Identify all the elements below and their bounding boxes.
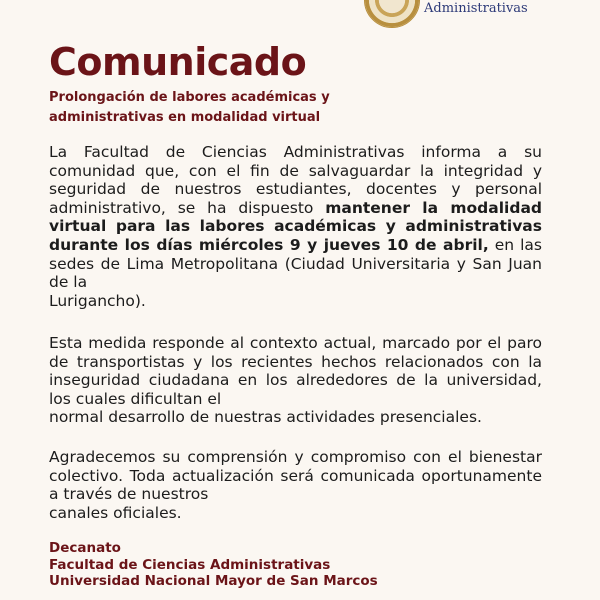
signature-line-1: Decanato [49,540,121,556]
paragraph-3-last: canales oficiales. [49,503,182,522]
paragraph-2 [49,334,542,427]
faculty-logo-text [424,0,561,16]
paragraph-2-last: normal desarrollo de nuestras actividades presenciales. [49,408,482,427]
page-subtitle: Prolongación de labores académicas y administrativas en modalidad virtual [49,90,330,125]
faculty-logo-line2: Administrativas [424,1,528,16]
page-title: Comunicado [49,40,307,84]
paragraph-2-text: Esta medida responde al contexto actual, marcado por el paro de transportistas y los recientes hechos relacionados con la inseguridad ciudadana en los alrededores de la universidad, los cuales dificultan el [49,334,542,408]
paragraph-1-part2: en las sedes de Lima Metropolitana (Ciudad Universitaria y San Juan de la [49,235,542,292]
paragraph-1-bold: mantener la modalidad virtual para las labores académicas y administrativas durante los días miércoles 9 y jueves 10 de abril, [49,198,542,254]
faculty-logo [362,0,600,28]
signature-line-2: Facultad de Ciencias Administrativas [49,556,331,573]
paragraph-1-part3: Lurigancho). [49,291,146,310]
paragraph-1 [49,143,542,310]
paragraph-1-part1: La Facultad de Ciencias Administrativas informa a su comunidad que, con el fin de salvaguardar la integridad y seguridad de nuestros estudiantes, docentes y personal administrativo, se ha dispuesto [49,143,542,217]
paragraph-3 [49,448,542,522]
university-seal-icon [364,0,420,28]
signature-line-3: Universidad Nacional Mayor de San Marcos [49,573,378,589]
paragraph-3-text: Agradecemos su comprensión y compromiso con el bienestar colectivo. Toda actualización será comunicada oportunamente a través de nuestros [49,448,542,504]
signature-block [49,540,378,590]
